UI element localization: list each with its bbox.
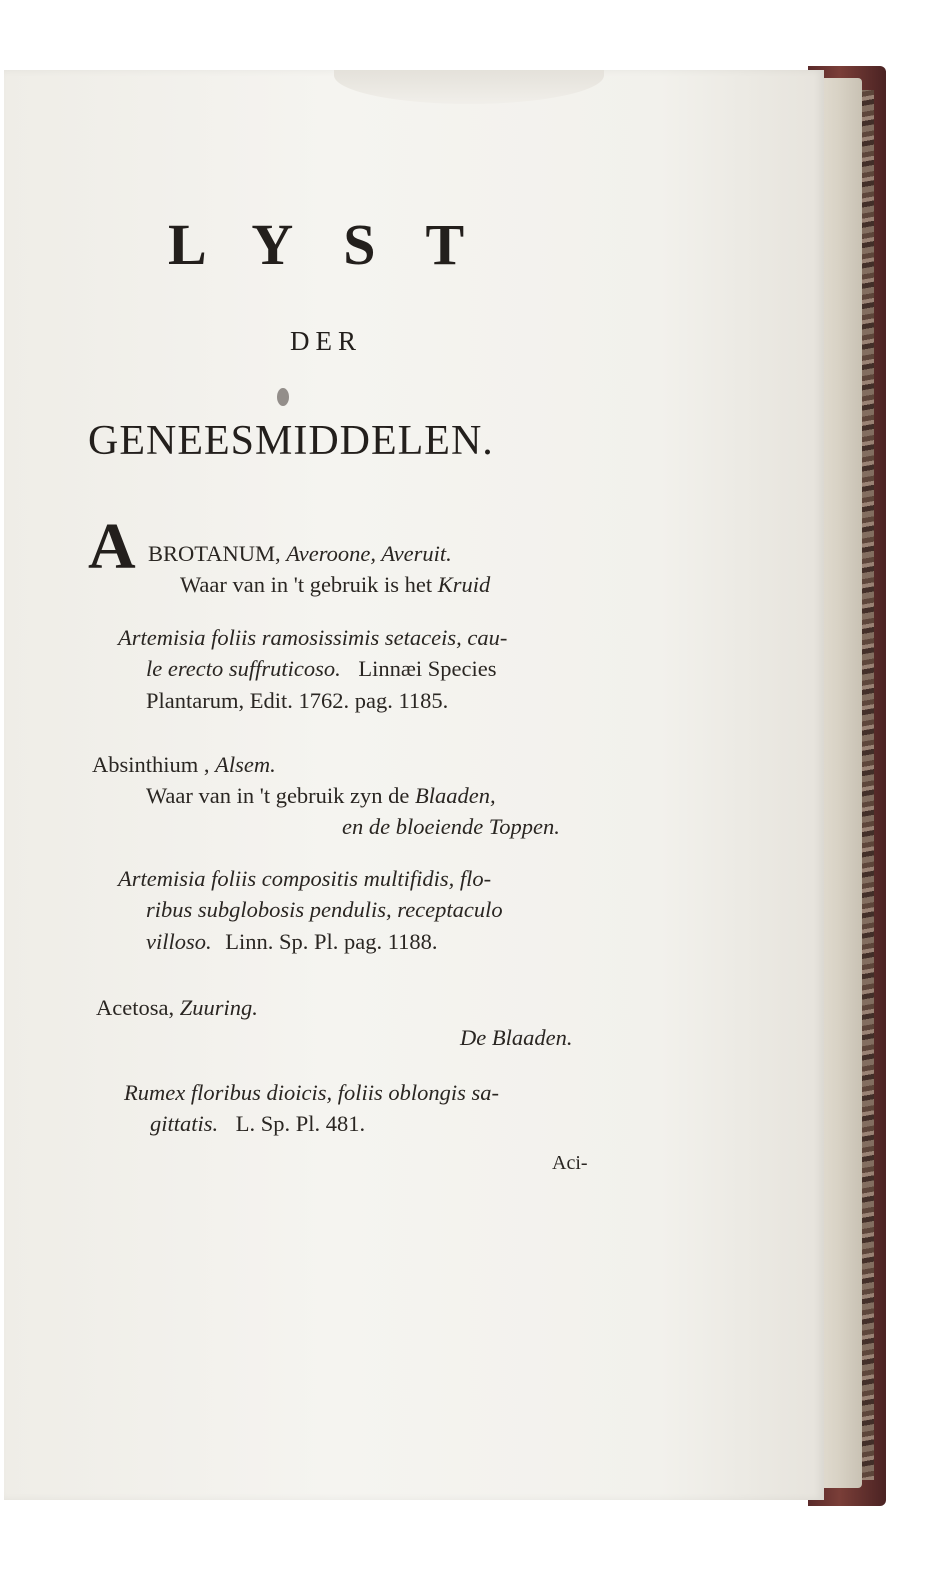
- entry-abrotanum-head: [148, 543, 452, 566]
- use-part: Blaaden,: [415, 783, 496, 808]
- entry-headword: BROTANUM: [148, 541, 275, 566]
- catchword: Aci-: [552, 1152, 588, 1174]
- entry-absinthium-head: [92, 754, 276, 777]
- description-line-ref: [150, 1113, 365, 1136]
- reference: Linn. Sp. Pl. pag. 1188.: [225, 929, 438, 954]
- description-line: Artemisia foliis compositis multifidis, flo-: [118, 866, 492, 891]
- dutch-name: Zuuring.: [179, 995, 258, 1020]
- title-der: DER: [290, 326, 362, 356]
- entry-headword: Acetosa,: [96, 995, 175, 1020]
- title-geneesmiddelen: GENEESMIDDELEN.: [88, 418, 494, 464]
- description-line-ref: [146, 658, 497, 681]
- use-text: Waar van in 't gebruik is het: [180, 572, 433, 597]
- dutch-name: Averoone, Averuit.: [286, 541, 452, 566]
- use-part-continued: en de bloeiende Toppen.: [342, 814, 560, 839]
- description-line: ribus subglobosis pendulis, receptaculo: [146, 897, 503, 922]
- entry-absinthium-use: [146, 785, 496, 808]
- description-line: Plantarum, Edit. 1762. pag. 1185.: [146, 688, 449, 713]
- description-line-ref: [146, 931, 438, 954]
- description-line: Artemisia foliis ramosissimis setaceis, cau-: [118, 625, 508, 650]
- description-line: Rumex floribus dioicis, foliis oblongis sa-: [124, 1080, 499, 1105]
- use-text: Waar van in 't gebruik zyn de: [146, 783, 410, 808]
- dutch-name: Alsem.: [215, 752, 276, 777]
- reference: Linnæi Species: [358, 656, 497, 681]
- reference: L. Sp. Pl. 481.: [235, 1111, 366, 1136]
- entry-headword: Absinthium ,: [92, 752, 210, 777]
- use-part: De Blaaden.: [460, 1025, 573, 1050]
- entry-acetosa-head: [96, 997, 258, 1020]
- ink-spot: [277, 388, 289, 406]
- description-line: villoso.: [146, 929, 212, 954]
- separator: ,: [274, 541, 287, 566]
- title-lyst: LYST: [168, 212, 515, 277]
- use-part: Kruid: [437, 572, 491, 597]
- drop-cap: A: [88, 510, 136, 583]
- description-line: gittatis.: [150, 1111, 219, 1136]
- entry-abrotanum-use: [180, 574, 490, 597]
- description-line: le erecto suffruticoso.: [146, 656, 341, 681]
